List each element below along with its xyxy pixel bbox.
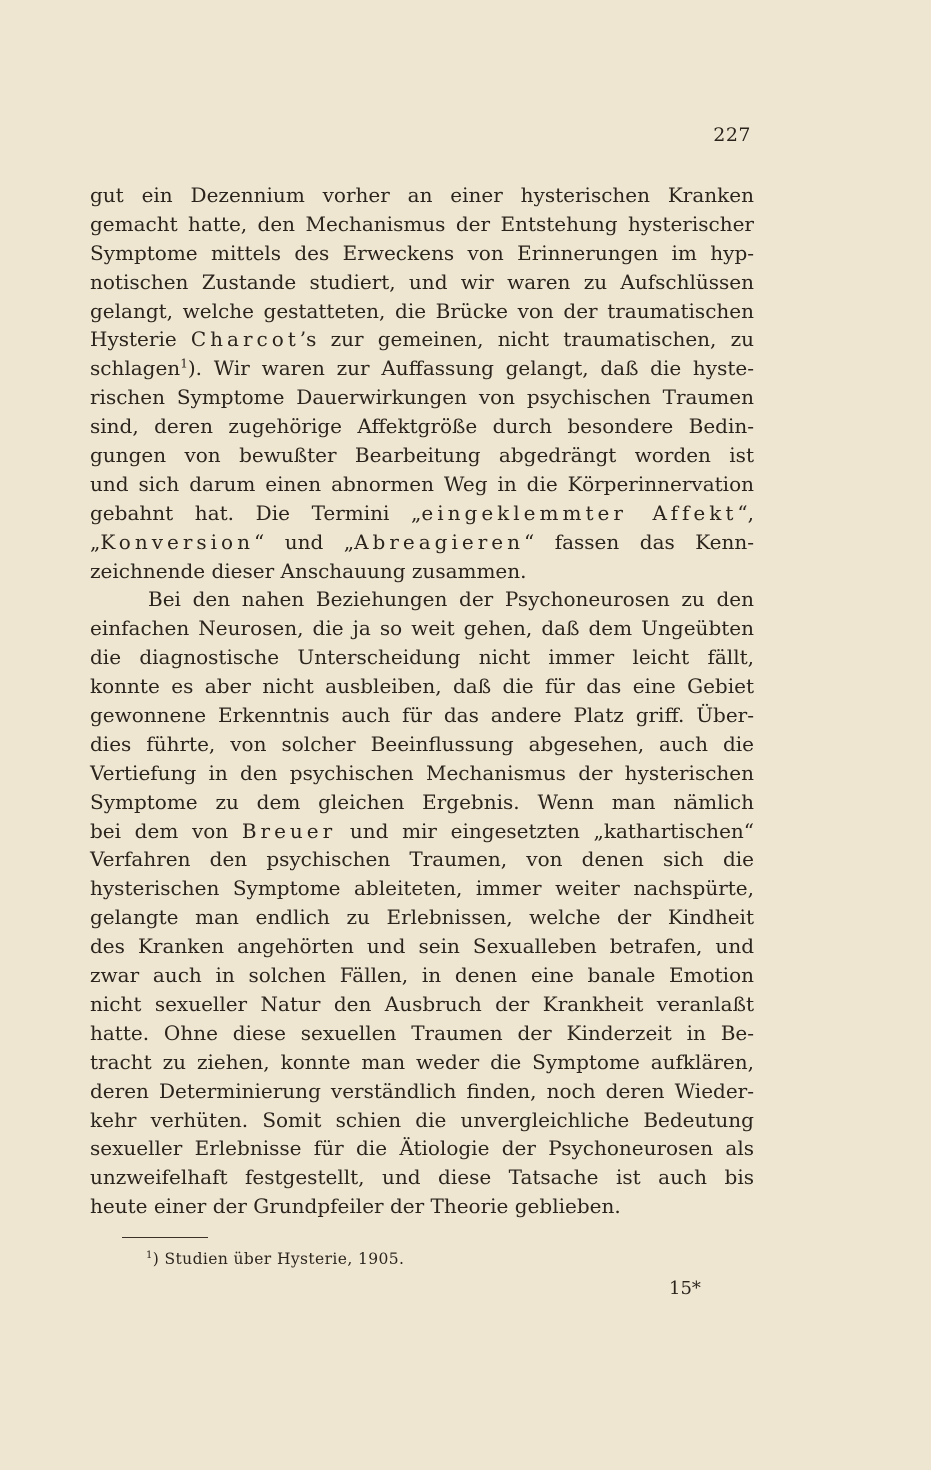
- text-run: Hysterie: [90, 327, 177, 352]
- text-line: [90, 499, 754, 528]
- footnote-divider: [122, 1237, 208, 1238]
- text-line: [90, 528, 754, 557]
- text-line: sind, deren zugehörige Affektgröße durch besondere Bedin-: [90, 414, 754, 439]
- text-line: gemacht hatte, den Mechanismus der Entstehung hysterischer: [90, 211, 754, 236]
- text-run: “ und „: [253, 529, 355, 554]
- spaced-term: eingeklemmter Affekt: [421, 500, 738, 525]
- text-line: Verfahren den psychischen Traumen, von denen sich die: [90, 847, 754, 872]
- text-line: deren Determinierung verständlich finden, noch deren Wieder-: [90, 1078, 754, 1103]
- text-line: heute einer der Grundpfeiler der Theorie geblieben.: [90, 1194, 621, 1219]
- text-line: unzweifelhaft festgestellt, und diese Tatsache ist auch bis: [90, 1165, 754, 1190]
- text-run: “,: [737, 500, 755, 525]
- text-line: nicht sexueller Natur den Ausbruch der Krankheit veranlaßt: [90, 991, 754, 1016]
- text-line: sexueller Erlebnisse für die Ätiologie der Psychoneurosen als: [90, 1136, 754, 1161]
- text-line: konnte es aber nicht ausbleiben, daß die für das eine Gebiet: [90, 674, 754, 699]
- spaced-term: Konversion: [100, 529, 254, 554]
- footnote: [146, 1250, 404, 1268]
- text-run: “ fassen das Kenn-: [524, 529, 754, 554]
- text-line: [90, 354, 754, 383]
- text-line: und sich darum einen abnormen Weg in die Körperinnervation: [90, 471, 754, 496]
- footnote-marker: 1: [146, 1249, 153, 1261]
- text-line: gungen von bewußter Bearbeitung abgedrängt worden ist: [90, 443, 754, 468]
- text-line: einfachen Neurosen, die ja so weit gehen, daß dem Ungeübten: [90, 616, 754, 641]
- text-line: [90, 325, 754, 354]
- text-line: kehr verhüten. Somit schien die unvergleichliche Bedeutung: [90, 1107, 754, 1132]
- text-line: gewonnene Erkenntnis auch für das andere Platz griff. Über-: [90, 703, 754, 728]
- text-run: gebahnt hat. Die Termini „: [90, 500, 422, 525]
- text-run: ’s zur gemeinen, nicht traumatischen, zu: [299, 327, 754, 352]
- spaced-name-breuer: Breuer: [241, 818, 337, 843]
- text-line: notischen Zustande studiert, und wir waren zu Aufschlüssen: [90, 269, 754, 294]
- spaced-term: Abreagieren: [354, 529, 524, 554]
- text-line: tracht zu ziehen, konnte man weder die Symptome aufklären,: [90, 1049, 754, 1074]
- footnote-ref[interactable]: 1: [180, 356, 188, 371]
- body-text: [90, 181, 754, 1221]
- text-line: gut ein Dezennium vorher an einer hysterischen Kranken: [90, 183, 754, 207]
- spaced-name-charcot: Charcot: [190, 327, 300, 352]
- text-line: die diagnostische Unterscheidung nicht immer leicht fällt,: [90, 645, 754, 670]
- text-line: [90, 817, 754, 846]
- text-line: zeichnende dieser Anschauung zusammen.: [90, 558, 527, 583]
- text-line: zwar auch in solchen Fällen, in denen eine banale Emotion: [90, 963, 754, 988]
- footnote-text: ) Studien über Hysterie, 1905.: [152, 1250, 405, 1268]
- text-line: des Kranken angehörten und sein Sexualleben betrafen, und: [90, 934, 754, 959]
- text-run: schlagen: [90, 356, 181, 381]
- text-line: rischen Symptome Dauerwirkungen von psychischen Traumen: [90, 385, 754, 410]
- text-run: „: [90, 529, 101, 554]
- signature-mark: 15*: [669, 1278, 701, 1299]
- text-line: gelangte man endlich zu Erlebnissen, welche der Kindheit: [90, 905, 754, 930]
- text-line: gelangt, welche gestatteten, die Brücke von der traumatischen: [90, 298, 754, 323]
- page-number: 227: [713, 124, 751, 146]
- text-run: bei dem von: [90, 818, 229, 843]
- text-line: Bei den nahen Beziehungen der Psychoneurosen zu den: [148, 587, 754, 612]
- text-line: dies führte, von solcher Beeinflussung abgesehen, auch die: [90, 731, 754, 756]
- text-line: Symptome mittels des Erweckens von Erinnerungen im hyp-: [90, 240, 754, 265]
- text-line: Vertiefung in den psychischen Mechanismus der hysterischen: [90, 760, 754, 785]
- text-line: hatte. Ohne diese sexuellen Traumen der Kinderzeit in Be-: [90, 1020, 754, 1045]
- text-line: Symptome zu dem gleichen Ergebnis. Wenn man nämlich: [90, 789, 754, 814]
- text-run: ). Wir waren zur Auffassung gelangt, daß die hyste-: [187, 356, 754, 381]
- text-line: hysterischen Symptome ableiteten, immer weiter nachspürte,: [90, 876, 754, 901]
- text-run: und mir eingesetzten „kathartischen“: [349, 818, 755, 843]
